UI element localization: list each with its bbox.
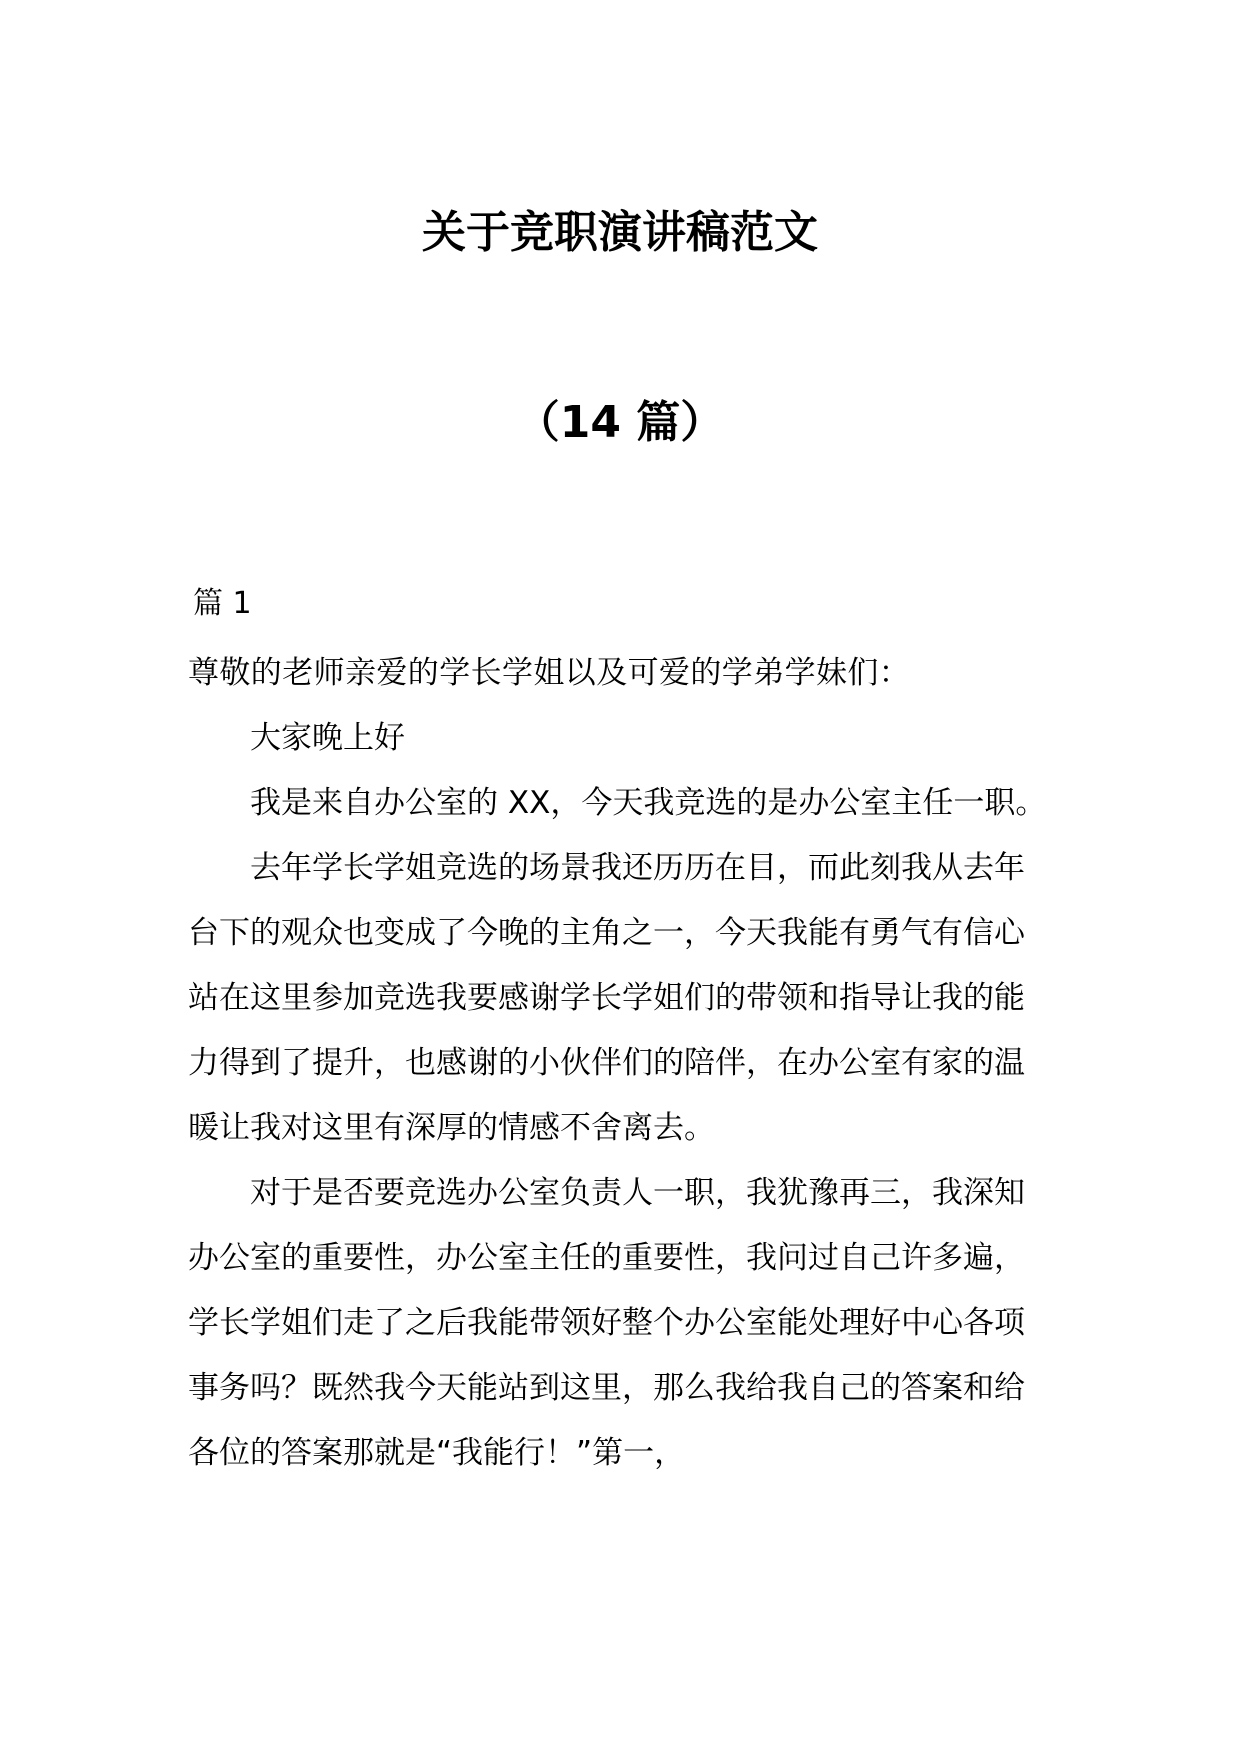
- reflection-paragraph: 去年学长学姐竞选的场景我还历历在目，而此刻我从去年台下的观众也变成了今晚的主角之一，今天我能有勇气有信心站在这里参加竞选我要感谢学长学姐们的带领和指导让我的能力得到了提升，也感谢的小伙伴们的陪伴，在办公室有家的温暖让我对这里有深厚的情感不舍离去。: [188, 850, 1025, 1146]
- salutation-paragraph: 尊敬的老师亲爱的学长学姐以及可爱的学弟学妹们：: [188, 655, 911, 691]
- body-text: [188, 641, 1054, 1486]
- document-title: 关于竞职演讲稿范文: [422, 207, 818, 258]
- document-subtitle: （14 篇）: [515, 397, 725, 448]
- decision-paragraph: 对于是否要竞选办公室负责人一职，我犹豫再三，我深知办公室的重要性，办公室主任的重要性，我问过自己许多遍，学长学姐们走了之后我能带领好整个办公室能处理好中心各项事务吗？既然我今天能站到这里，那么我给我自己的答案和给各位的答案那就是“我能行！”第一，: [188, 1175, 1025, 1471]
- greeting-paragraph: 大家晚上好: [250, 720, 405, 756]
- section-heading: 篇 1: [193, 586, 252, 621]
- intro-paragraph: 我是来自办公室的 XX，今天我竞选的是办公室主任一职。: [250, 785, 1047, 821]
